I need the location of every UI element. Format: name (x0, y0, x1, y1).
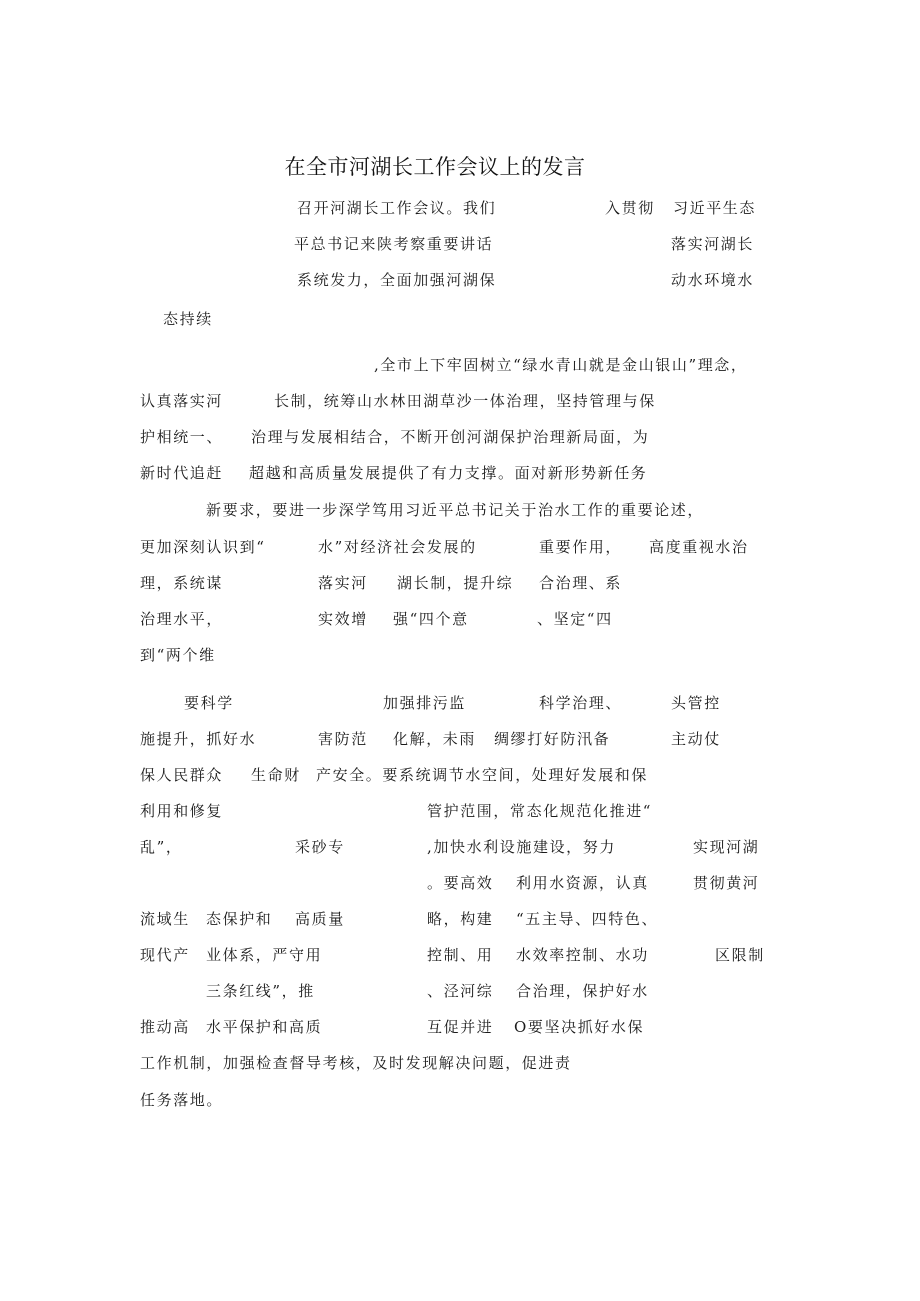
text-fragment: 乱”， (140, 838, 183, 856)
text-fragment: 推动高 (140, 1018, 190, 1036)
text-fragment: 落实河 (318, 574, 368, 592)
text-fragment: 合治理，保护好水 (516, 982, 649, 1000)
text-fragment: 实现河湖 (693, 838, 760, 856)
text-fragment: “五主导、四特色、 (516, 910, 659, 928)
text-fragment: 控制、用 (427, 946, 494, 964)
text-fragment: 新时代追赶 (140, 464, 224, 482)
text-fragment: 重要作用， (539, 538, 623, 556)
text-fragment: 贯彻黄河 (693, 874, 760, 892)
text-fragment: 利用水资源，认真 (516, 874, 649, 892)
text-fragment: 互促并进 (427, 1018, 494, 1036)
text-fragment: 保人民群众 (140, 766, 224, 784)
text-fragment: 态保护和 (206, 910, 273, 928)
text-fragment: 水”对经济社会发展的 (318, 538, 477, 556)
text-fragment: 态持续 (163, 310, 213, 328)
text-fragment: 绸缪打好防汛备 (494, 730, 611, 748)
text-fragment: 略，构建 (427, 910, 494, 928)
text-fragment: 化解，未雨 (393, 730, 477, 748)
text-fragment: ,加快水利设施建设，努力 (427, 838, 616, 856)
text-fragment: 区限制 (715, 946, 765, 964)
text-fragment: ,全市上下牢固树立“绿水青山就是金山银山”理念， (374, 356, 748, 374)
text-fragment: 采砂专 (295, 838, 345, 856)
text-fragment: 湖长制，提升综 (397, 574, 514, 592)
text-fragment: 合治理、系 (539, 574, 623, 592)
text-fragment: 超越和高质量发展提供了有力支撑。面对新形势新任务 (249, 464, 648, 482)
text-fragment: 落实河湖长 (671, 235, 755, 253)
text-fragment: 召开河湖长工作会议。我们 (297, 199, 497, 217)
text-fragment: 治理与发展相结合，不断开创河湖保护治理新局面，为 (251, 428, 650, 446)
text-fragment: 管护范围，常态化规范化推进“ (427, 802, 653, 820)
text-fragment: 害防范 (318, 730, 368, 748)
text-fragment: 长制，统筹山水林田湖草沙一体治理，坚持管理与保 (274, 392, 656, 410)
text-fragment: 强“四个意 (393, 610, 469, 628)
text-fragment: 实效增 (318, 610, 368, 628)
text-fragment: 更加深刻认识到“ (140, 538, 266, 556)
text-fragment: 、坚定“四 (537, 610, 613, 628)
text-fragment: 生命财 (251, 766, 301, 784)
text-fragment: 科学治理、 (539, 694, 623, 712)
text-fragment: 工作机制，加强检查督导考核，及时发现解决问题，促进责 (140, 1054, 572, 1072)
text-fragment: 入贯彻 (605, 199, 655, 217)
text-fragment: 理，系统谋 (140, 574, 224, 592)
text-fragment: 加强排污监 (383, 694, 467, 712)
text-fragment: 新要求，要进一步深学笃用习近平总书记关于治水工作的重要论述， (206, 501, 705, 519)
text-fragment: 治理水平， (140, 610, 224, 628)
text-fragment: 产安全。要系统调节水空间，处理好发展和保 (316, 766, 649, 784)
text-fragment: 水平保护和高质 (206, 1018, 323, 1036)
text-fragment: 平总书记来陕考察重要讲话 (294, 235, 494, 253)
text-fragment: 高度重视水治 (649, 538, 749, 556)
text-fragment: 。要高效 (427, 874, 494, 892)
text-fragment: 施提升，抓好水 (140, 730, 257, 748)
text-fragment: 水效率控制、水功 (516, 946, 649, 964)
text-fragment: 三条红线”，推 (206, 982, 315, 1000)
text-fragment: 、泾河综 (427, 982, 494, 1000)
text-fragment: 现代产 (140, 946, 190, 964)
text-fragment: O要坚决抓好水保 (514, 1018, 645, 1036)
text-fragment: 业体系，严守用 (206, 946, 323, 964)
text-fragment: 习近平生态 (673, 199, 757, 217)
text-fragment: 高质量 (295, 910, 345, 928)
text-fragment: 系统发力，全面加强河湖保 (297, 271, 497, 289)
text-fragment: 任务落地。 (140, 1091, 224, 1109)
text-fragment: 流域生 (140, 910, 190, 928)
text-fragment: 头管控 (671, 694, 721, 712)
text-fragment: 利用和修复 (140, 802, 224, 820)
text-fragment: 到“两个维 (140, 646, 216, 664)
text-fragment: 认真落实河 (140, 392, 224, 410)
text-fragment: 要科学 (184, 694, 234, 712)
text-fragment: 护相统一、 (140, 428, 224, 446)
page-title: 在全市河湖长工作会议上的发言 (284, 155, 586, 180)
text-fragment: 动水环境水 (671, 271, 755, 289)
text-fragment: 主动仗 (671, 730, 721, 748)
